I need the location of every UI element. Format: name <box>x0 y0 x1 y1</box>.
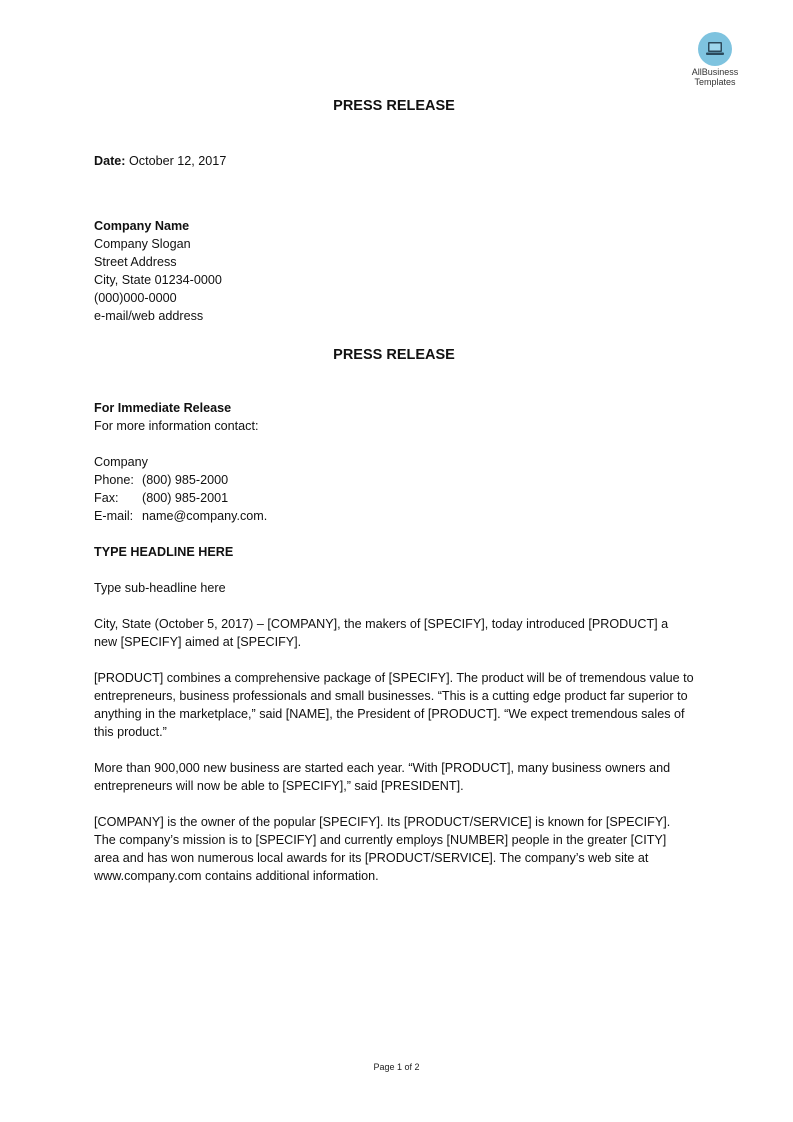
body-paragraph: More than 900,000 new business are started each year. “With [PRODUCT], many business owners and entrepreneurs will now be able to [SPECIFY],” said [PRESIDENT]. <box>94 761 671 793</box>
company-name: Company Name <box>94 219 190 233</box>
brand-logo <box>684 32 746 87</box>
fax-label: Fax: <box>94 491 119 505</box>
company-slogan: Company Slogan <box>94 237 191 251</box>
email-label: E-mail: <box>94 509 134 523</box>
phone-value: (800) 985-2000 <box>142 473 229 487</box>
contact-block <box>94 453 694 525</box>
email-value: name@company.com. <box>142 509 268 523</box>
document-title: PRESS RELEASE <box>333 98 455 114</box>
page-number: Page 1 of 2 <box>373 1062 420 1072</box>
company-city: City, State 01234-0000 <box>94 273 222 287</box>
company-web: e-mail/web address <box>94 309 204 323</box>
headline: TYPE HEADLINE HERE <box>94 545 234 559</box>
body-paragraph: [COMPANY] is the owner of the popular [SPECIFY]. Its [PRODUCT/SERVICE] is known for [SPECIFY]. The company’s mission is to [SPECIFY] and currently employs [NUMBER] people in the greater [CITY] area and has won numerous local awards for its [PRODUCT/SERVICE]. The company’s web site at www.company.com contains additional information. <box>94 815 671 883</box>
company-phone: (000)000-0000 <box>94 291 177 305</box>
release-info: For more information contact: <box>94 419 259 433</box>
contact-company: Company <box>94 455 148 469</box>
release-block <box>94 399 694 435</box>
fax-value: (800) 985-2001 <box>142 491 229 505</box>
brand-name: AllBusiness Templates <box>691 67 739 87</box>
date-value: October 12, 2017 <box>129 154 227 168</box>
company-block <box>94 217 694 325</box>
body-paragraph: City, State (October 5, 2017) – [COMPANY], the makers of [SPECIFY], today introduced [PRODUCT] a new [SPECIFY] aimed at [SPECIFY]. <box>94 617 669 649</box>
date-line <box>94 152 694 170</box>
contact-fax <box>94 489 694 507</box>
laptop-icon <box>698 32 732 66</box>
company-street: Street Address <box>94 255 177 269</box>
section-title: PRESS RELEASE <box>333 347 455 363</box>
release-label: For Immediate Release <box>94 401 232 415</box>
body-paragraph: [PRODUCT] combines a comprehensive package of [SPECIFY]. The product will be of tremendous value to entrepreneurs, business professionals and small businesses. “This is a cutting edge product far superior to anything in the marketplace,” said [NAME], the President of [PRODUCT]. “We expect tremendous sales of this product.” <box>94 671 694 739</box>
phone-label: Phone: <box>94 473 134 487</box>
contact-email <box>94 507 694 525</box>
date-label: Date: <box>94 154 126 168</box>
subheadline: Type sub-headline here <box>94 581 226 595</box>
contact-phone <box>94 471 694 489</box>
document-body <box>94 96 694 885</box>
